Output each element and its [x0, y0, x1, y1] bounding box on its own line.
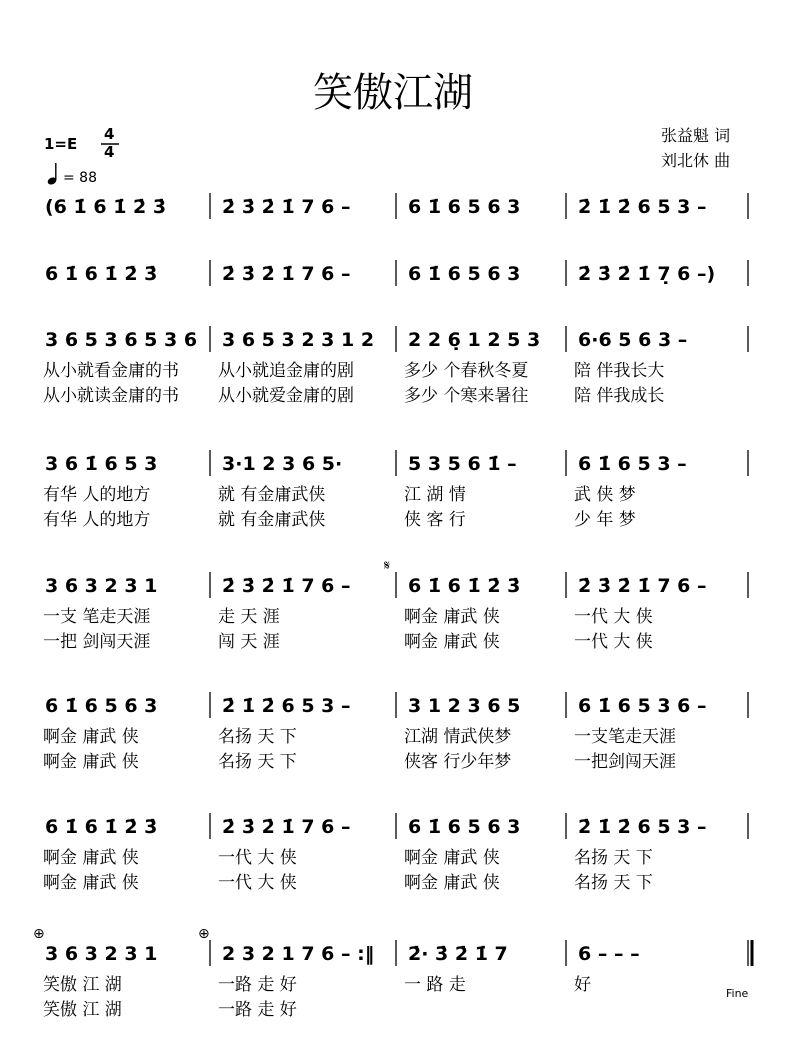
- lyric-text: 有华 人的地方: [43, 485, 151, 505]
- lyric-text: 走 天 涯: [218, 607, 280, 627]
- measure-notes: 6 1̇ 6 5 3 –: [578, 453, 687, 475]
- measure-notes: 6 1̇ 6 5 6 3: [408, 816, 521, 838]
- lyric-text: 啊金 庸武 侠: [404, 873, 500, 893]
- lyric-text: 笑傲 江 湖: [43, 975, 122, 995]
- fine-mark: Fine: [726, 987, 749, 1000]
- measure-notes: 2̇· 3̇ 2̇ 1̇ 7: [408, 943, 508, 965]
- measure-notes: 6·6 5 6 3 –: [578, 329, 688, 351]
- lyric-text: 就 有金庸武侠: [218, 485, 326, 505]
- measure-notes: (6 1̇ 6 1̇ 2̇ 3̇: [45, 196, 167, 218]
- score-system: [33, 926, 752, 1020]
- measure-notes: 6 – – –: [578, 943, 640, 965]
- lyric-text: 从小就爱金庸的剧: [218, 386, 354, 406]
- measure-notes: 6 1̇ 6 1̇ 2̇ 3̇: [45, 263, 158, 285]
- measure-notes: 3·1 2 3 6 5·: [222, 453, 343, 475]
- measure-notes: 3 6 3 2 3 1: [45, 943, 158, 965]
- song-title: 笑傲江湖: [313, 70, 473, 116]
- composer-credit: 刘北休 曲: [661, 151, 731, 170]
- lyric-text: 从小就读金庸的书: [43, 386, 179, 406]
- lyric-text: 一把剑闯天涯: [574, 752, 676, 772]
- lyric-text: 从小就看金庸的书: [43, 361, 179, 381]
- lyric-text: 好: [574, 975, 591, 995]
- tempo-mark: = 88: [63, 170, 97, 186]
- measure-notes: 2̇ 3̇ 2̇ 1̇ 7 6 –: [578, 575, 707, 597]
- key-signature: 1=E: [44, 135, 78, 153]
- segno-icon: 𝄋: [384, 558, 391, 574]
- lyric-text: 侠客 行少年梦: [404, 752, 512, 772]
- score-systems: [33, 193, 752, 1020]
- measure-notes: 3 6 1̇ 6 5 3: [45, 453, 158, 475]
- lyric-text: 陪 伴我成长: [574, 386, 665, 406]
- lyric-text: 侠 客 行: [404, 510, 466, 530]
- measure-notes: 2̇ 3̇ 2̇ 1̇ 7 6 –: [222, 575, 351, 597]
- lyric-text: 一把 剑闯天涯: [43, 632, 151, 652]
- lyric-text: 多少 个春秋冬夏: [404, 361, 529, 381]
- lyric-text: 啊金 庸武 侠: [43, 727, 139, 747]
- measure-notes: 3 6 5 3 2 3 1 2: [222, 329, 375, 351]
- lyric-text: 名扬 天 下: [218, 752, 297, 772]
- measure-notes: 2̇ 1̇ 2̇ 6 5 3 –: [578, 196, 707, 218]
- lyric-text: 江湖 情武侠梦: [404, 727, 512, 747]
- lyric-text: 啊金 庸武 侠: [404, 607, 500, 627]
- lyric-text: 武 侠 梦: [574, 485, 636, 505]
- lyric-text: 一代 大 侠: [574, 632, 653, 652]
- lyric-text: 江 湖 情: [404, 485, 466, 505]
- measure-notes: 3 6 5 3 6 5 3 6: [45, 329, 198, 351]
- measure-notes: 6 1̇ 6 1̇ 2̇ 3̇: [45, 816, 158, 838]
- measure-notes: 5 3 5 6 1̇ –: [408, 453, 517, 475]
- lyricist-credit: 张益魁 词: [661, 126, 731, 145]
- measure-notes: 2̇ 3̇ 2̇ 1̇ 7 6 –: [222, 816, 351, 838]
- measure-notes: 6 1̇ 6 5 3 6 –: [578, 695, 707, 717]
- measure-notes: 6 1̇ 6 1̇ 2̇ 3̇: [408, 575, 521, 597]
- lyric-text: 一路 走 好: [218, 975, 297, 995]
- lyric-text: 从小就追金庸的剧: [218, 361, 354, 381]
- measure-notes: 2 3 2 1 7 6 – :‖: [222, 943, 375, 965]
- lyric-text: 啊金 庸武 侠: [43, 752, 139, 772]
- measure-notes: 2̇ 1̇ 2̇ 6 5 3 –: [222, 695, 351, 717]
- measure-notes: 6 1̇ 6 5 6 3: [45, 695, 158, 717]
- quarter-note-icon: [47, 163, 58, 186]
- lyric-text: 一支 笔走天涯: [43, 607, 151, 627]
- lyric-text: 陪 伴我长大: [574, 361, 665, 381]
- lyric-text: 啊金 庸武 侠: [404, 848, 500, 868]
- lyric-text: 一代 大 侠: [218, 873, 297, 893]
- measure-notes: 3 6 3 2 3 1: [45, 575, 158, 597]
- score-system: [43, 326, 748, 406]
- measure-notes: 2 2 6̣ 1 2 5 3: [408, 329, 541, 351]
- lyric-text: 名扬 天 下: [218, 727, 297, 747]
- lyric-text: 啊金 庸武 侠: [404, 632, 500, 652]
- lyric-text: 一路 走 好: [218, 1000, 297, 1020]
- lyric-text: 一代 大 侠: [574, 607, 653, 627]
- lyric-text: 一支笔走天涯: [574, 727, 676, 747]
- lyric-text: 笑傲 江 湖: [43, 1000, 122, 1020]
- lyric-text: 啊金 庸武 侠: [43, 873, 139, 893]
- time-signature-bottom: 4: [104, 143, 115, 161]
- lyric-text: 有华 人的地方: [43, 510, 151, 530]
- score-system: [43, 450, 748, 530]
- coda-icon: ⊕: [198, 926, 210, 942]
- measure-notes: 2̇ 3̇ 2̇ 1̇ 7 6 –: [222, 263, 351, 285]
- coda-icon: ⊕: [33, 926, 45, 942]
- lyric-text: 一 路 走: [404, 975, 466, 995]
- time-signature-top: 4: [104, 125, 115, 143]
- lyric-text: 名扬 天 下: [574, 873, 653, 893]
- lyric-text: 一代 大 侠: [218, 848, 297, 868]
- lyric-text: 多少 个寒来暑往: [404, 386, 529, 406]
- measure-notes: 6 1̇ 6 5 6 3: [408, 196, 521, 218]
- lyric-text: 少 年 梦: [574, 510, 636, 530]
- measure-notes: 2̇ 3̇ 2̇ 1̇ 7̣ 6 –): [578, 263, 716, 285]
- measure-notes: 2̇ 1̇ 2̇ 6 5 3 –: [578, 816, 707, 838]
- lyric-text: 啊金 庸武 侠: [43, 848, 139, 868]
- lyric-text: 就 有金庸武侠: [218, 510, 326, 530]
- score-system: [43, 692, 748, 772]
- measure-notes: 6 1̇ 6 5 6 3: [408, 263, 521, 285]
- score-system: [45, 193, 748, 219]
- score-system: [43, 813, 748, 893]
- lyric-text: 闯 天 涯: [218, 632, 280, 652]
- score-system: [45, 260, 748, 286]
- lyric-text: 名扬 天 下: [574, 848, 653, 868]
- measure-notes: 3 1 2 3 6 5: [408, 695, 521, 717]
- measure-notes: 2̇ 3̇ 2̇ 1̇ 7 6 –: [222, 196, 351, 218]
- score-system: [43, 558, 748, 652]
